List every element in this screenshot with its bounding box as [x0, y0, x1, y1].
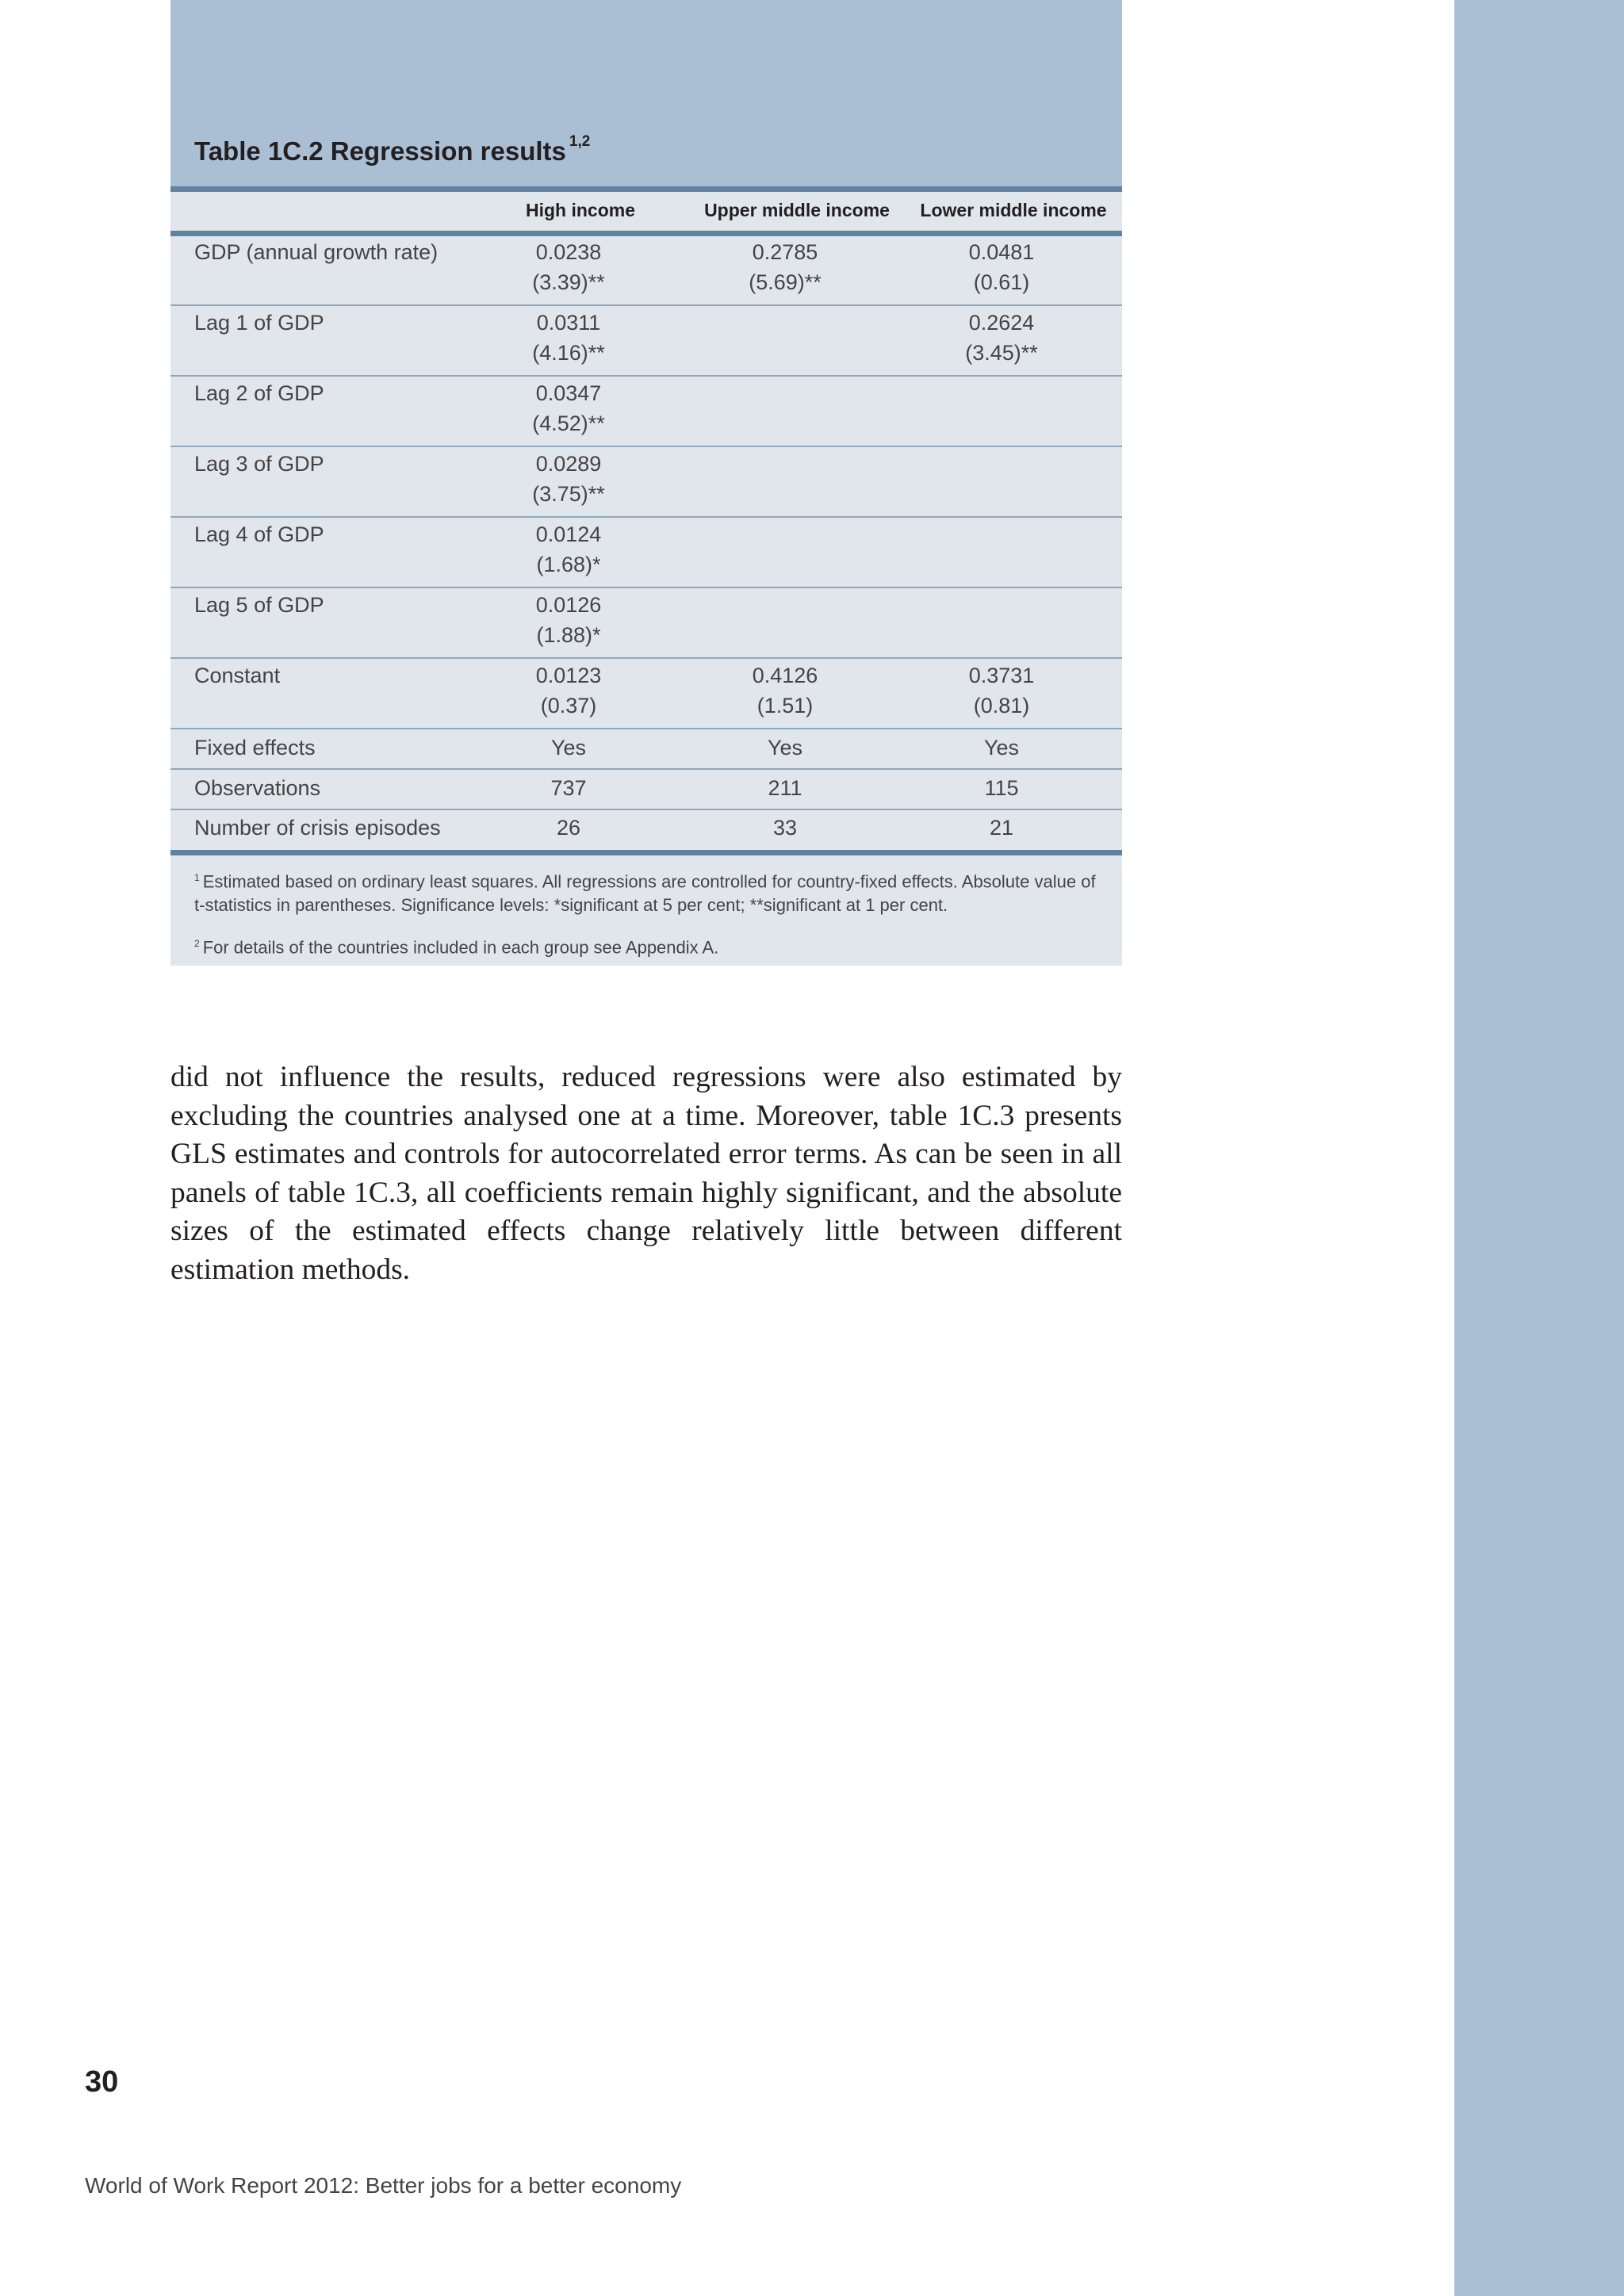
table-cell	[465, 519, 672, 580]
row-divider	[170, 728, 1122, 729]
cell-coefficient: Yes	[983, 736, 1020, 760]
table-cell	[898, 773, 1105, 803]
cell-t-statistic: (4.16)**	[532, 341, 605, 365]
cell-coefficient: Yes	[550, 736, 587, 760]
row-label: Lag 3 of GDP	[194, 452, 324, 476]
table-note-2	[194, 932, 1106, 959]
table-cell	[682, 660, 888, 721]
table-cell	[682, 733, 888, 763]
cell-t-statistic: (4.52)**	[532, 411, 605, 435]
cell-t-statistic: (5.69)**	[749, 270, 822, 294]
cell-coefficient: 33	[772, 816, 798, 840]
cell-coefficient: 0.0123	[535, 664, 602, 687]
table-cell	[682, 813, 888, 843]
row-label: Fixed effects	[194, 736, 316, 760]
cell-coefficient: 26	[556, 816, 581, 840]
cell-t-statistic: (3.39)**	[532, 270, 605, 294]
table-cell	[465, 378, 672, 438]
running-footer: World of Work Report 2012: Better jobs for a better economy	[85, 2173, 682, 2198]
table-cell	[465, 308, 672, 368]
table-cell	[465, 813, 672, 843]
cell-coefficient: 737	[550, 776, 587, 800]
table-notes	[194, 866, 1106, 974]
rule-bottom	[170, 850, 1122, 855]
column-header-upper-middle-income: Upper middle income	[704, 200, 890, 220]
table-title-footnote-marks: 1,2	[569, 133, 591, 150]
cell-coefficient: 0.0289	[535, 452, 602, 476]
row-label: Lag 1 of GDP	[194, 311, 324, 335]
table-cell	[898, 308, 1105, 368]
table-title-text: Table 1C.2 Regression results	[194, 136, 566, 166]
cell-coefficient: 115	[984, 776, 1019, 800]
table-cell	[465, 773, 672, 803]
row-divider	[170, 375, 1122, 377]
rule-below-header	[170, 231, 1122, 236]
table-cell	[465, 660, 672, 721]
cell-coefficient: 0.2624	[968, 311, 1035, 335]
cell-coefficient: 0.4126	[752, 664, 818, 687]
cell-t-statistic: (0.61)	[973, 270, 1030, 294]
row-label: Lag 2 of GDP	[194, 381, 324, 405]
table-cell	[898, 237, 1105, 297]
row-label: Observations	[194, 776, 321, 800]
table-cell	[898, 813, 1105, 843]
row-label: Number of crisis episodes	[194, 816, 441, 840]
table-cell	[465, 237, 672, 297]
table-cell	[898, 733, 1105, 763]
rule-top	[170, 186, 1122, 192]
note-mark: 1	[194, 872, 200, 883]
cell-coefficient: 0.0238	[535, 240, 602, 264]
cell-t-statistic: (1.88)*	[536, 623, 601, 647]
row-label: Lag 5 of GDP	[194, 593, 324, 617]
cell-coefficient: 0.0124	[535, 522, 602, 546]
cell-coefficient: 211	[768, 776, 802, 800]
page-number: 30	[85, 2065, 119, 2099]
note-text: For details of the countries included in each group see Appendix A.	[202, 937, 719, 958]
column-header-lower-middle-income: Lower middle income	[920, 200, 1107, 220]
table-cell	[682, 237, 888, 297]
cell-t-statistic: (3.75)**	[532, 482, 605, 506]
cell-t-statistic: (3.45)**	[965, 341, 1038, 365]
row-divider	[170, 657, 1122, 659]
table-cell	[465, 449, 672, 509]
side-color-band	[1454, 0, 1624, 2296]
cell-coefficient: 21	[989, 816, 1014, 840]
cell-coefficient: 0.3731	[968, 664, 1035, 687]
row-divider	[170, 768, 1122, 770]
row-label: GDP (annual growth rate)	[194, 240, 439, 264]
row-divider	[170, 304, 1122, 306]
cell-coefficient: 0.2785	[752, 240, 818, 264]
cell-t-statistic: (0.37)	[540, 694, 597, 718]
row-label: Constant	[194, 664, 281, 687]
table-cell	[898, 660, 1105, 721]
cell-coefficient: 0.0311	[536, 311, 601, 335]
row-label: Lag 4 of GDP	[194, 522, 324, 546]
regression-table	[170, 0, 1122, 966]
cell-t-statistic: (1.68)*	[536, 553, 601, 576]
row-divider	[170, 516, 1122, 518]
table-cell	[682, 773, 888, 803]
cell-coefficient: 0.0481	[968, 240, 1035, 264]
cell-t-statistic: (1.51)	[756, 694, 814, 718]
cell-coefficient: 0.0126	[535, 593, 602, 617]
cell-t-statistic: (0.81)	[973, 694, 1030, 718]
body-paragraph: did not influence the results, reduced regressions were also estimated by excluding the countries analysed one at a time. Moreover, table 1C.3 presents GLS estimates and controls for autocorrelated error terms. As can be seen in all panels of table 1C.3, all coefficients remain highly significant, and the absolute sizes of the estimated effects change relatively little between different estimation methods.	[170, 1061, 1122, 1286]
row-divider	[170, 446, 1122, 447]
table-title	[194, 133, 591, 166]
note-text: Estimated based on ordinary least squares. All regressions are controlled for country-fixed effects. Absolute value of t-statistics in parentheses. Significance levels: *significant at 5 per cent; **significant at 1 per cent.	[194, 871, 1096, 916]
row-divider	[170, 587, 1122, 588]
note-mark: 2	[194, 938, 200, 950]
table-cell	[465, 733, 672, 763]
cell-coefficient: 0.0347	[535, 381, 602, 405]
cell-coefficient: Yes	[767, 736, 803, 760]
table-cell	[465, 590, 672, 650]
table-note-1	[194, 866, 1106, 917]
row-divider	[170, 809, 1122, 810]
column-header-high-income: High income	[525, 200, 635, 220]
